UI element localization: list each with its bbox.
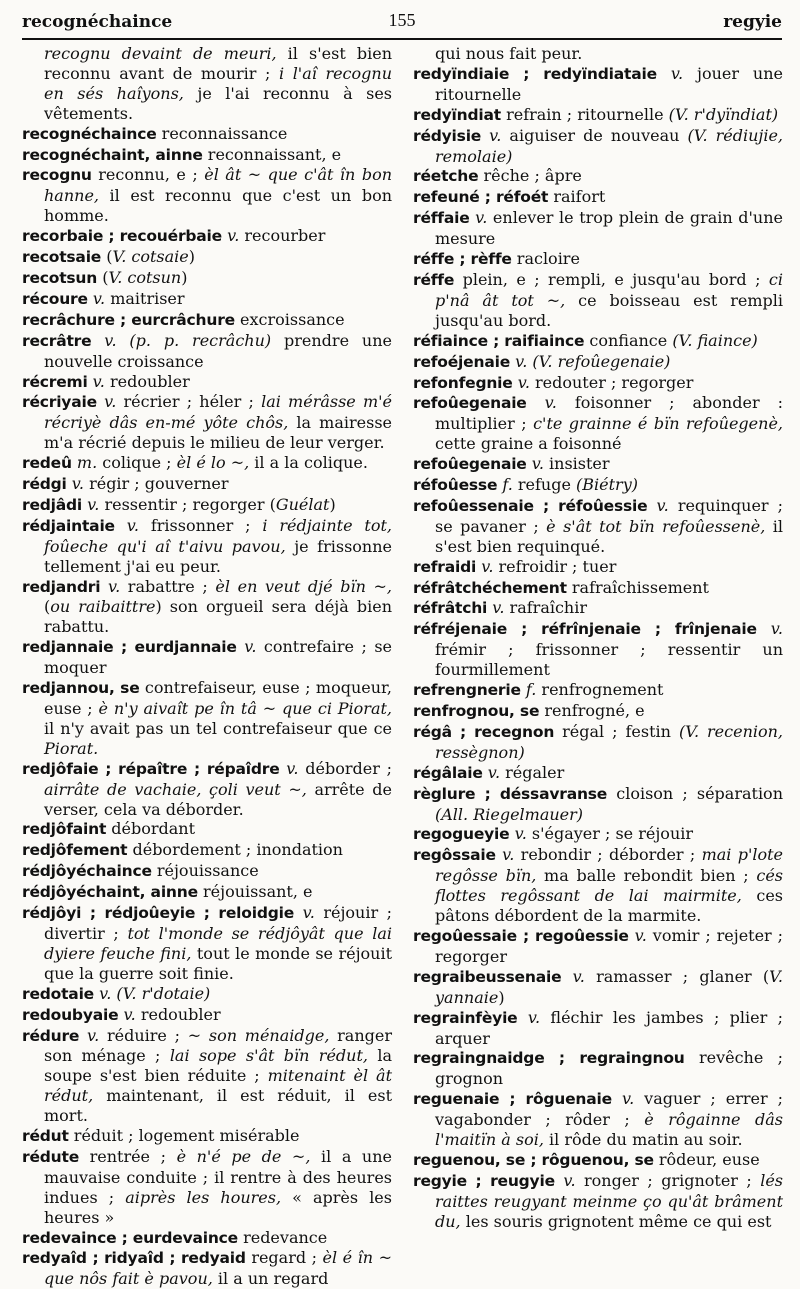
definition-text: recourber [239, 226, 326, 246]
dictionary-entry [22, 392, 392, 453]
definition-text: redevance [237, 1227, 328, 1247]
dictionary-entry [413, 680, 783, 701]
dictionary-entry [22, 759, 392, 820]
definition-text: rebondir ; déborder ; [514, 845, 702, 865]
headword: refrengnerie [413, 681, 521, 700]
definition-text: frémir ; frissonner ; ressentir un fourmillement [435, 640, 783, 680]
example-text: recognu devaint de meuri, [44, 44, 277, 63]
headword: refoûegenaie [413, 455, 527, 474]
definition-text: déborder ; [298, 758, 393, 778]
headword: réfoûesse [413, 476, 498, 495]
grammar-label: v. [628, 925, 647, 945]
dictionary-entry [22, 145, 392, 166]
dictionary-entry [22, 1248, 392, 1289]
definition-text: qui nous fait peur. [435, 44, 583, 63]
headword: redeû [22, 454, 72, 473]
headword: redjandri [22, 577, 101, 596]
example-text: è rôgainne dâs l'maitïn à soi, [435, 1110, 783, 1150]
entry-continuation [413, 44, 783, 64]
definition-text: il a la colique. [249, 453, 368, 473]
example-text: èl é lo ~, [176, 453, 250, 473]
grammar-label: v. [509, 824, 527, 844]
headword: refoéjenaie [413, 352, 511, 371]
definition-text: il n'y avait pas un tel contrefaiseur que ce [44, 718, 392, 738]
definition-text: fléchir les jambes ; plier ; arquer [435, 1007, 784, 1048]
headword: recrâtre [22, 331, 92, 350]
dictionary-entry [413, 393, 783, 454]
dictionary-entry [22, 372, 392, 393]
headword: regrainfèyie [413, 1008, 518, 1027]
grammar-label: v. [294, 903, 315, 923]
headword: regogueyie [413, 825, 510, 844]
headword: redyïndiat [413, 105, 501, 124]
grammar-label: v. [526, 454, 544, 474]
example-text: c'te grainne é bïn refoûegenè, [533, 414, 784, 434]
dictionary-entry [413, 1171, 783, 1232]
headword: redyaîd ; ridyaîd ; redyaid [22, 1249, 246, 1268]
grammar-label: v. [611, 1089, 635, 1109]
dictionary-entry [22, 577, 392, 638]
example-text: èl é în ~ que nôs fait è pavou, [44, 1248, 392, 1289]
example-text: (V. r'dyïndiat) [668, 104, 779, 124]
definition-text: maitriser [105, 288, 185, 308]
headword: règlure ; déssavranse [413, 784, 608, 803]
headword: redjannaie ; eurdjannaie [22, 638, 237, 657]
definition-text: ) [329, 494, 336, 514]
grammar-label: v. [87, 371, 105, 391]
headword: récriyaie [22, 393, 97, 412]
headword: redoubyaie [22, 1005, 119, 1024]
headword: recognéchaince [22, 124, 157, 143]
grammar-label: v. [517, 1007, 541, 1027]
example-text: è n'y aivaît pe în tâ ~ que ci Piorat, [98, 699, 392, 718]
headword: redjôfement [22, 841, 128, 860]
dictionary-entry [413, 619, 783, 680]
grammar-label: v. [481, 125, 502, 145]
definition-text: rôdeur, euse [653, 1149, 760, 1169]
dictionary-entry [413, 845, 783, 926]
example-text: è s'ât tot bïn refoûessenè, [546, 516, 766, 536]
definition-text: ronger ; grignoter ; [575, 1170, 761, 1190]
example-text: è n'é pe de ~, [176, 1146, 311, 1166]
grammar-label: v. [647, 495, 669, 515]
headword: réetche [413, 167, 479, 186]
example-text: i rédjainte tot, foûeche qu'i aî t'aivu pavou, [44, 515, 392, 556]
dictionary-entry [413, 352, 783, 373]
headword: réfréjenaie ; réfrînjenaie ; frînjenaie [413, 620, 757, 639]
dictionary-entry [22, 1147, 392, 1228]
definition-text: cette graine a foisonné [435, 434, 622, 454]
definition-text: rêche ; âpre [478, 166, 582, 186]
headword: regôssaie [413, 846, 496, 865]
headword: rédute [22, 1147, 80, 1166]
dictionary-entry [413, 454, 783, 475]
definition-text: je l'ai reconnu à ses vêtements. [44, 83, 392, 123]
definition-text: réjouissance [151, 861, 259, 881]
example-text: (Biétry) [576, 475, 638, 495]
definition-text: cloison ; séparation [607, 783, 783, 803]
definition-text: raifort [548, 187, 606, 207]
definition-text: rabattre ; [120, 576, 216, 596]
headword: regraibeussenaie [413, 967, 562, 986]
definition-text: ) [181, 267, 188, 287]
grammar-label: v. [487, 598, 505, 618]
dictionary-entry [22, 165, 392, 226]
dictionary-entry [22, 637, 392, 678]
definition-text: débordant [106, 819, 196, 839]
headword: redjannou, se [22, 679, 140, 698]
dictionary-entry [413, 701, 783, 722]
dictionary-entry [413, 722, 783, 763]
grammar-label: v. [114, 515, 139, 535]
headword: réffe [413, 270, 455, 289]
definition-text: racloire [511, 249, 580, 269]
headword: rédure [22, 1026, 80, 1045]
definition-text: aiguiser de nouveau [501, 125, 688, 145]
definition-text: régir ; gouverner [83, 474, 229, 494]
headword: refoûessenaie ; réfoûessie [413, 496, 648, 515]
definition-text: tout le monde se réjouit que la guerre soit finie. [44, 943, 393, 983]
grammar-label: v. [118, 1004, 136, 1024]
headword: regraingnaidge ; regraingnou [413, 1049, 685, 1068]
definition-text: refroidir ; tuer [493, 556, 617, 576]
headword: récoure [22, 289, 88, 308]
definition-text: reconnu, e ; [91, 165, 205, 185]
definition-text: je frissonne tellement j'ai eu peur. [44, 536, 393, 576]
dictionary-entry [413, 824, 783, 845]
definition-text: reconnaissance [156, 123, 288, 143]
definition-text: ) [498, 987, 505, 1007]
example-text: (All. Riegelmauer) [435, 804, 584, 824]
left-guide-word: recognéchaince [22, 12, 173, 32]
grammar-label: v. [512, 372, 530, 392]
definition-text: débordement ; inondation [127, 840, 343, 860]
definition-text: réjouissant, e [197, 882, 313, 902]
dictionary-entry [413, 784, 783, 825]
headword: recrâchure ; eurcrâchure [22, 310, 235, 329]
definition-text: ) son orgueil sera déjà bien rabattu. [44, 597, 393, 637]
dictionary-entry [413, 967, 783, 1008]
dictionary-entry [413, 331, 783, 352]
dictionary-entry [413, 64, 783, 105]
grammar-label: v. [236, 637, 257, 657]
definition-text: rentrée ; [79, 1146, 177, 1166]
grammar-label: v. [279, 758, 299, 778]
definition-text: il a un regard [212, 1269, 329, 1289]
dictionary-entry [413, 496, 783, 557]
headword: redjôfaie ; répaître ; répaîdre [22, 759, 280, 778]
headword: recotsaie [22, 248, 102, 267]
grammar-label: m. [71, 453, 98, 473]
definition-text: confiance [584, 330, 673, 350]
running-header [22, 4, 782, 40]
definition-text: rafraîchir [504, 598, 587, 618]
headword: refraidi [413, 557, 477, 576]
example-text: i l'aî recognu en sés haîyons, [44, 63, 393, 103]
headword: redotaie [22, 984, 94, 1003]
definition-text: il a une mauvaise conduite ; il rentre à des heures indues ; [44, 1146, 393, 1207]
headword: recognu [22, 166, 92, 185]
entry-continuation [22, 44, 392, 124]
grammar-label: v. [87, 288, 106, 308]
definition-text: « après les heures » [44, 1187, 392, 1227]
headword: réfrâtchéchement [413, 578, 567, 597]
example-text: (V. recenion, ressègnon) [435, 721, 784, 762]
headword: reguenou, se ; rôguenou, se [413, 1150, 654, 1169]
definition-text: réduire ; [99, 1025, 188, 1045]
headword: redjôfaint [22, 820, 107, 839]
definition-text: plein, e ; rempli, e jusqu'au bord ; [454, 269, 769, 289]
grammar-label: v. [100, 576, 121, 596]
grammar-label: v. [554, 1170, 576, 1190]
grammar-label: v. (V. r'dotaie) [94, 983, 211, 1003]
headword: régâlaie [413, 763, 483, 782]
definition-text: maintenant, il est réduit, il est mort. [44, 1086, 392, 1126]
definition-text: ma balle rebondit bien ; [536, 866, 757, 886]
dictionary-entry [413, 208, 783, 249]
definition-text: ces pâtons débordent de la marmite. [435, 886, 784, 926]
example-text: tot l'monde se rédjôyât que lai dyiere feuche fini, [44, 923, 393, 963]
grammar-label: v. [66, 474, 84, 494]
definition-text: requinquer ; se pavaner ; [435, 495, 784, 536]
dictionary-entry [22, 984, 392, 1005]
dictionary-entry [22, 1026, 392, 1127]
dictionary-entry [22, 247, 392, 268]
dictionary-entry [22, 861, 392, 882]
grammar-label: v. [476, 556, 494, 576]
definition-text: ( [44, 597, 51, 617]
dictionary-entry [22, 840, 392, 861]
dictionary-entry [22, 882, 392, 903]
headword: recotsun [22, 268, 98, 287]
dictionary-entry [22, 124, 392, 145]
headword: recorbaie ; recouérbaie [22, 227, 222, 246]
example-text: ~ son ménaidge, [187, 1025, 330, 1045]
definition-text: ( [101, 247, 113, 267]
definition-text: ce boisseau est rempli jusqu'au bord. [435, 290, 783, 330]
dictionary-entry [413, 270, 783, 331]
headword: rédjôyéchaint, ainne [22, 883, 198, 902]
headword: regoûessaie ; regoûessie [413, 926, 629, 945]
headword: réfiaince ; raifiaince [413, 331, 585, 350]
definition-text: il s'est bien reconnu avant de mourir ; [44, 44, 392, 83]
dictionary-entry [22, 474, 392, 495]
dictionary-entry [413, 763, 783, 784]
headword: reguenaie ; rôguenaie [413, 1090, 612, 1109]
dictionary-entry [22, 678, 392, 759]
grammar-label: v. [482, 762, 501, 782]
headword: rédjôyi ; rédjoûeyie ; reloidgie [22, 904, 295, 923]
example-text: mai p'lote regôsse bïn, [435, 845, 783, 886]
definition-text: colique ; [97, 453, 177, 473]
dictionary-entry [413, 557, 783, 578]
dictionary-entry [413, 1089, 783, 1150]
definition-text: réduit ; logement misérable [68, 1126, 300, 1146]
definition-text: il est reconnu que c'est un bon homme. [44, 186, 392, 226]
dictionary-entry [22, 1228, 392, 1249]
example-text: airrâte de vachaie, çoli veut ~, [44, 779, 307, 799]
dictionary-entry [22, 268, 392, 289]
grammar-label: v. [79, 1025, 100, 1045]
headword: régâ ; recegnon [413, 722, 555, 741]
headword: refoûegenaie [413, 394, 527, 413]
dictionary-entry [22, 226, 392, 247]
definition-text: frissonner ; [138, 515, 263, 535]
definition-text: s'égayer ; se réjouir [526, 824, 694, 844]
headword: redyïndiaie ; redyïndiataie [413, 64, 657, 83]
headword: renfrognou, se [413, 702, 540, 720]
example-text: aiprès les houres, [125, 1187, 282, 1207]
definition-text: rafraîchissement [566, 577, 709, 597]
grammar-label: v. [656, 63, 684, 83]
definition-text: renfrogné, e [539, 701, 645, 720]
dictionary-entry [413, 249, 783, 270]
definition-text: insister [543, 454, 610, 474]
example-text: Guélat [275, 494, 330, 514]
dictionary-entry [22, 495, 392, 516]
definition-text: regard ; [245, 1248, 323, 1268]
definition-text: la mairesse m'a récrié depuis le milieu de leur verger. [44, 413, 392, 453]
definition-text: redouter ; regorger [529, 372, 694, 392]
headword: refonfegnie [413, 373, 513, 392]
definition-text: réjouir ; divertir ; [44, 903, 393, 943]
example-text: èl en veut djé bïn ~, [215, 576, 392, 596]
grammar-label: v. (V. refoûegenaie) [510, 351, 671, 371]
dictionary-entry [22, 516, 392, 577]
headword: rédut [22, 1127, 69, 1146]
definition-text: foisonner ; abonder : multiplier ; [435, 393, 783, 434]
headword: récremi [22, 372, 88, 391]
dictionary-entry [22, 453, 392, 474]
headword: rédjaintaie [22, 516, 115, 535]
page-number: 155 [388, 10, 416, 30]
dictionary-entry [22, 1126, 392, 1147]
definition-text: la soupe s'est bien réduite ; [44, 1046, 392, 1086]
example-text: cés flottes regôssant de lai mairmite, [435, 866, 784, 906]
definition-text: enlever le trop plein de grain d'une mesure [435, 208, 784, 249]
right-guide-word: regyie [723, 12, 782, 32]
grammar-label: v. [96, 392, 117, 412]
headword: refeuné ; réfoét [413, 188, 549, 207]
headword: rédyisie [413, 126, 482, 145]
definition-text: ranger son ménage ; [44, 1025, 393, 1066]
definition-text: reconnaissant, e [202, 144, 342, 164]
grammar-label: v. [469, 208, 488, 228]
dictionary-entry [413, 1048, 783, 1089]
definition-text: il s'est bien requinqué. [435, 516, 783, 556]
grammar-label: v. [495, 845, 515, 865]
dictionary-entry [413, 1008, 783, 1049]
headword: regyie ; reugyie [413, 1171, 555, 1190]
dictionary-entry [413, 187, 783, 208]
definition-text: ( [97, 267, 109, 287]
dictionary-entry [22, 903, 392, 984]
dictionary-entry [22, 310, 392, 331]
dictionary-entry [413, 475, 783, 496]
definition-text: revêche ; grognon [435, 1048, 784, 1089]
definition-text: renfrognement [536, 680, 664, 700]
example-text: ou raibaittre [50, 597, 156, 617]
definition-text: ) [188, 247, 195, 267]
grammar-label: f. [520, 680, 537, 700]
dictionary-entry [413, 926, 783, 967]
dictionary-entry [22, 289, 392, 310]
grammar-label: v. [526, 393, 557, 413]
dictionary-entry [413, 578, 783, 599]
headword: redevaince ; eurdevaince [22, 1228, 238, 1247]
headword: rédjôyéchaince [22, 862, 152, 881]
definition-text: excroissance [234, 309, 345, 329]
headword: réffaie [413, 209, 470, 228]
definition-text: refrain ; ritournelle [500, 104, 669, 124]
example-text: Piorat. [44, 738, 99, 758]
definition-text: récrier ; héler ; [116, 392, 262, 412]
grammar-label: f. [497, 475, 513, 495]
example-text: V. yannaie [435, 966, 783, 1007]
grammar-label: v. [756, 619, 783, 639]
definition-text: arrête de verser, cela va déborder. [44, 779, 392, 819]
grammar-label: v. [561, 966, 585, 986]
example-text: lai mérâsse m'é récriyè dâs en-mé yôte chôs, [44, 392, 393, 433]
definition-text: régaler [500, 762, 565, 782]
right-column [413, 44, 783, 1251]
definition-text: contrefaiseur, euse ; moqueur, euse ; [44, 678, 393, 718]
example-text: V. cotsun [108, 267, 182, 287]
definition-text: refuge [512, 475, 577, 495]
definition-text: ramasser ; glaner ( [584, 966, 770, 986]
definition-text: vomir ; rejeter ; regorger [435, 925, 784, 966]
definition-text: jouer une ritournelle [435, 63, 784, 104]
example-text: ci p'nâ ât tot ~, [435, 269, 783, 310]
headword: réfrâtchi [413, 599, 488, 618]
dictionary-entry [413, 105, 783, 126]
headword: redjâdi [22, 495, 83, 514]
definition-text: vaguer ; errer ; vagabonder ; rôder ; [435, 1089, 784, 1130]
headword: recognéchaint, ainne [22, 145, 203, 164]
dictionary-entry [413, 598, 783, 619]
grammar-label: v. [221, 226, 240, 246]
example-text: lai sope s'ât bïn rédut, [169, 1046, 368, 1066]
example-text: lés raittes reugyant meinme ço qu'ât brâment du, [435, 1170, 784, 1231]
example-text: V. cotsaie [112, 247, 189, 267]
headword: réffe ; rèffe [413, 250, 512, 269]
dictionary-entry [22, 1005, 392, 1026]
grammar-label: v. (p. p. recrâchu) [91, 330, 272, 350]
dictionary-entry [413, 166, 783, 187]
definition-text: prendre une nouvelle croissance [44, 330, 392, 371]
dictionary-entry [22, 331, 392, 372]
definition-text: redoubler [135, 1004, 221, 1024]
dictionary-entry [413, 1150, 783, 1171]
definition-text: il rôde du matin au soir. [543, 1130, 743, 1150]
definition-text: ressentir ; regorger ( [99, 494, 276, 514]
definition-text: régal ; festin [554, 721, 679, 741]
definition-text: les souris grignotent même ce qui est [460, 1211, 772, 1231]
definition-text: contrefaire ; se moquer [44, 637, 393, 678]
headword: rédgi [22, 475, 67, 494]
example-text: mitenaint èl ât rédut, [44, 1066, 392, 1106]
example-text: (V. rédiujie, remolaie) [435, 125, 783, 166]
left-column [22, 44, 393, 1289]
example-text: èl ât ~ que c'ât în bon hanne, [44, 165, 393, 206]
definition-text: redoubler [104, 371, 190, 391]
grammar-label: v. [82, 494, 100, 514]
dictionary-entry [413, 373, 783, 394]
dictionary-entry [22, 819, 392, 840]
dictionary-entry [413, 126, 783, 167]
example-text: (V. fiaince) [672, 330, 758, 350]
